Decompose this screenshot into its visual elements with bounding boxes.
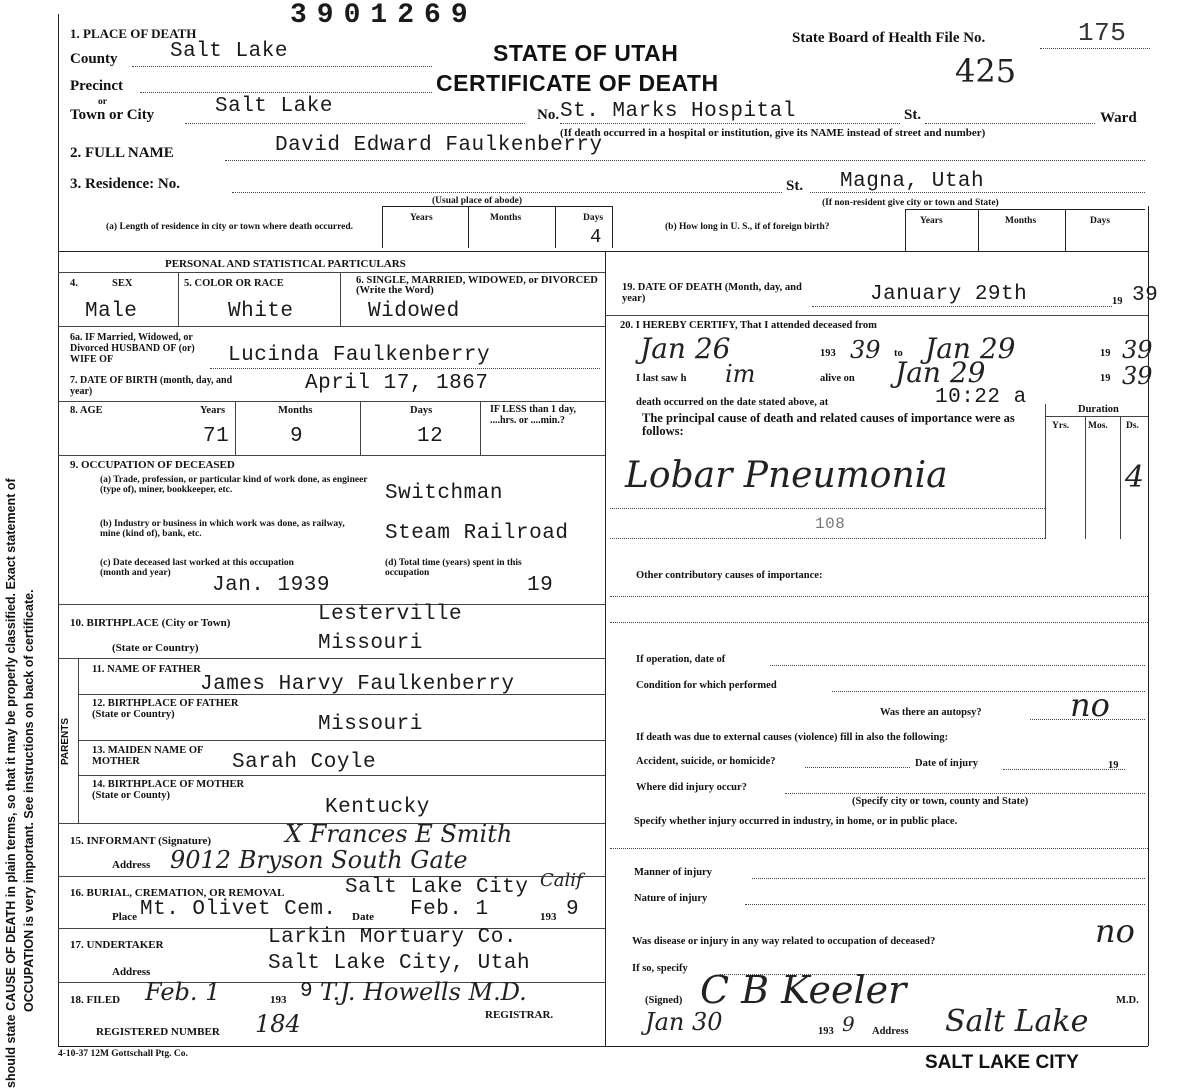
condition-label: Condition for which performed [636,680,777,691]
father-bp-value: Missouri [318,713,423,736]
birthplace-state: Missouri [318,632,423,655]
mother-label: 13. MAIDEN NAME OF MOTHER [92,745,204,767]
mother-bp-label: 14. BIRTHPLACE OF MOTHER (State or County) [92,779,245,801]
signed-date: Jan 30 [645,1008,723,1036]
duration-label: Duration [1078,404,1119,415]
marital-label: 6. SINGLE, MARRIED, WIDOWED, or DIVORCED (Write the Word) [356,275,598,296]
row-dob-bottom [58,401,605,402]
father-value: James Harvy Faulkenberry [200,673,515,696]
grid-top [58,251,1148,252]
right-border [1148,206,1149,1046]
occ-d-value: 19 [527,574,554,597]
father-label: 11. NAME OF FATHER [92,664,201,675]
filed-label: 18. FILED [70,994,121,1006]
duration-line [1045,416,1148,417]
external-label: If death was due to external causes (violence) fill in also the following: [636,732,949,743]
center-divider [605,251,606,1046]
residence-box-top [382,206,612,207]
row-age-bottom [58,455,605,456]
us-col-3 [1065,209,1066,251]
date-death-value: January 29th [870,283,1028,306]
sex-col [178,272,179,326]
filed-year-prefix: 193 [270,994,287,1006]
town-label: Town or City [70,107,155,123]
injury-date-line [1003,769,1125,770]
dob-label: 7. DATE OF BIRTH (month, day, and year) [70,375,233,397]
file-no-hand: 425 [955,52,1017,90]
spouse-line [210,368,600,369]
reg-no-label: REGISTERED NUMBER [96,1026,220,1038]
signed-label: (Signed) [645,995,683,1006]
sex-label: SEX [112,278,133,289]
or-label: or [98,97,107,107]
cause-code: 108 [815,515,846,533]
spouse-label: 6a. IF Married, Widowed, or Divorced HUSBAND OF (or) WIFE OF [70,332,195,365]
row-bp-bottom [58,658,605,659]
last-saw-value: im [725,360,756,388]
st-label: St. [904,107,922,123]
informant-address2: Calif [540,870,583,891]
residence-line [232,192,782,193]
file-no-stamp: 175 [1078,18,1127,48]
burial-date-label: Date [352,911,374,923]
occ-b-value: Steam Railroad [385,522,569,545]
mother-bottom [78,775,605,776]
dob-value: April 17, 1867 [305,372,489,395]
burial-year: 9 [566,898,580,921]
sex-value: Male [85,300,138,323]
alive-year-prefix: 19 [1100,373,1111,384]
abode-note: (Usual place of abode) [432,196,522,206]
row-sex-bottom [58,326,605,327]
color-col [340,272,341,326]
age-days-value: 12 [417,425,444,448]
accident-line [805,767,910,768]
footer-city: SALT LAKE CITY [925,1052,1079,1073]
hospital-note: (If death occurred in a hospital or institution, give its NAME instead of street and number) [560,127,986,139]
date-death-bottom [605,315,1148,316]
age-years-label: Years [200,405,226,416]
age-months-value: 9 [290,425,304,448]
occupation-related-value: no [1095,912,1135,950]
burial-year-prefix: 193 [540,911,557,923]
autopsy-line [1030,719,1145,720]
file-no-line [1040,48,1150,49]
attend-to: Jan 29 [925,332,1016,365]
color-value: White [228,300,294,323]
precinct-label: Precinct [70,78,124,94]
filed-date: Feb. 1 [145,978,221,1006]
nonresident-note: (If non-resident give city or town and State) [822,198,999,208]
duration-mos: Mos. [1088,421,1108,431]
full-name-value: David Edward Faulkenberry [275,134,603,157]
birthplace-city: Lesterville [318,603,463,626]
specify-industry-label: Specify whether injury occurred in industry, in home, or in public place. [634,816,958,827]
res-col-3 [555,206,556,248]
certify-label: 20. I HEREBY CERTIFY, That I attended deceased from [620,320,877,331]
burial-value: Salt Lake City [345,876,529,899]
res-years-label: Years [410,213,433,223]
manner-line [752,878,1145,879]
attend-from-year: 39 [850,336,881,364]
occ-a-value: Switchman [385,482,503,505]
md-label: M.D. [1116,995,1139,1006]
date-death-year-prefix: 19 [1112,296,1123,307]
sex-no: 4. [70,278,78,289]
town-value: Salt Lake [215,95,333,118]
attend-to-year-prefix: 19 [1100,348,1111,359]
duration-col-1 [1045,404,1046,539]
county-label: County [70,51,118,67]
duration-col-2 [1085,416,1086,539]
us-months-label: Months [1005,216,1037,226]
alive-year: 39 [1122,362,1153,390]
operation-line [770,665,1145,666]
age-col-1 [235,401,236,455]
registrar-signature: T.J. Howells M.D. [320,978,527,1006]
occ-c-value: Jan. 1939 [212,574,330,597]
parents-side-label: PARENTS [60,717,71,765]
burial-date: Feb. 1 [410,898,489,921]
residence-label: 3. Residence: No. [70,176,180,192]
duration-ds: Ds. [1126,421,1139,431]
spouse-value: Lucinda Faulkenberry [228,344,491,367]
ward-label: Ward [1100,110,1137,126]
place-of-death-heading: 1. PLACE OF DEATH [70,26,197,41]
full-name-line [225,160,1145,161]
residence-us-top [905,209,1145,210]
hospital-line [560,123,900,124]
residence-value-line [810,192,1145,193]
age-days-label: Days [410,405,433,416]
undertaker-name: Larkin Mortuary Co. [268,926,517,949]
if-so-label: If so, specify [632,963,688,974]
no-label: No. [537,107,560,123]
age-years-value: 71 [203,425,230,448]
signed-year-prefix: 193 [818,1026,834,1037]
margin-note-cause: should state CAUSE OF DEATH in plain terms, so that it may be properly classified. Exact statement of [4,478,18,1088]
attend-from-year-prefix: 193 [820,348,836,359]
residence-value: Magna, Utah [840,170,985,193]
death-time-value: 10:22 a [935,386,1027,409]
less-label: IF LESS than 1 day, ....hrs. or ....min.? [490,404,577,426]
operation-label: If operation, date of [636,654,726,665]
cause-duration: 4 [1125,460,1145,495]
informant-address-label: Address [112,859,151,871]
cause-value: Lobar Pneumonia [625,455,948,496]
color-label: 5. COLOR OR RACE [184,278,284,289]
autopsy-value: no [1070,686,1110,724]
burial-place: Mt. Olivet Cem. [140,898,337,921]
to-label: to [894,348,903,359]
undertaker-address-label: Address [112,966,151,978]
informant-signature: X Frances E Smith [285,820,513,848]
res-months-label: Months [490,213,522,223]
state-title: STATE OF UTAH [493,40,679,66]
full-name-label: 2. FULL NAME [70,145,174,161]
specify-city-label: (Specify city or town, county and State) [852,796,1029,807]
father-bp-label: 12. BIRTHPLACE OF FATHER (State or Country) [92,698,239,720]
physician-signature: C B Keeler [700,968,907,1012]
date-death-year: 39 [1132,284,1159,307]
burial-label: 16. BURIAL, CREMATION, OR REMOVAL [70,887,285,899]
nature-label: Nature of injury [634,893,708,904]
res-days-value: 4 [590,226,602,248]
last-saw-label: I last saw h [636,373,687,384]
attend-to-year: 39 [1122,336,1153,364]
printer-note: 4-10-37 12M Gottschall Ptg. Co. [58,1049,188,1059]
injury-year-prefix: 19 [1108,760,1119,771]
personal-heading-line [58,272,605,273]
occ-b-label: (b) Industry or business in which work was done, as railway, mine (kind of), bank, etc. [100,519,345,539]
st-line [925,123,1095,124]
duration-col-3 [1120,416,1121,539]
mother-value: Sarah Coyle [232,751,377,774]
margin-note-occupation: OCCUPATION is very important. See instructions on back of certificate. [22,589,36,1012]
certificate-title: CERTIFICATE OF DEATH [436,70,719,96]
county-line [132,66,432,67]
contrib-line-2 [610,622,1148,623]
duration-yrs: Yrs. [1052,421,1070,431]
physician-address: Salt Lake [945,1004,1089,1039]
file-no-label: State Board of Health File No. [792,30,986,46]
us-years-label: Years [920,216,943,226]
contrib-line-1 [610,596,1148,597]
us-col-1 [905,209,906,251]
attend-from: Jan 26 [640,332,731,365]
cause-label: The principal cause of death and related causes of importance were as follows: [642,411,1015,438]
injury-date-label: Date of injury [915,758,978,769]
date-death-line [812,306,1112,307]
cause-line-1 [610,508,1045,509]
undertaker-address: Salt Lake City, Utah [268,952,531,975]
us-label: (b) How long in U. S., if of foreign birth? [665,222,830,232]
burial-place-label: Place [112,911,138,923]
injury-where-label: Where did injury occur? [636,782,747,793]
physician-address-label: Address [872,1026,909,1037]
form-bottom [58,1046,1148,1047]
alive-on: Jan 29 [895,356,986,389]
residence-st-label: St. [786,178,804,194]
informant-address: 9012 Bryson South Gate [170,846,468,874]
registrar-label: REGISTRAR. [485,1009,554,1021]
undertaker-label: 17. UNDERTAKER [70,939,164,951]
death-time-label: death occurred on the date stated above, at [636,397,829,408]
age-col-2 [360,401,361,455]
age-label: 8. AGE [70,405,103,416]
father-bp-bottom [78,740,605,741]
contrib-label: Other contributory causes of importance: [636,570,823,581]
hospital-value: St. Marks Hospital [560,100,796,123]
county-value: Salt Lake [170,40,288,63]
cause-line-2 [610,538,1045,539]
injury-where-line [785,793,1145,794]
informant-label: 15. INFORMANT (Signature) [70,835,212,847]
us-col-2 [978,209,979,251]
occ-c-label: (c) Date deceased last worked at this occupation (month and year) [100,558,294,578]
marital-value: Widowed [368,300,460,323]
signed-year: 9 [842,1012,855,1036]
us-days-label: Days [1090,216,1111,226]
occ-d-label: (d) Total time (years) spent in this occupation [385,558,522,578]
alive-label: alive on [820,373,855,384]
age-months-label: Months [278,405,313,416]
manner-label: Manner of injury [634,867,712,878]
res-col-1 [382,206,383,248]
birthplace-state-label: (State or Country) [112,642,199,654]
nature-line [745,904,1145,905]
length-label: (a) Length of residence in city or town where death occurred. [106,222,354,232]
autopsy-label: Was there an autopsy? [880,707,982,718]
res-days-label: Days [583,213,604,223]
res-col-4 [612,206,613,248]
filed-year: 9 [300,980,314,1003]
accident-label: Accident, suicide, or homicide? [636,756,776,767]
occupation-heading: 9. OCCUPATION OF DECEASED [70,459,235,471]
father-bottom [78,694,605,695]
mother-bp-value: Kentucky [325,796,430,819]
birthplace-label: 10. BIRTHPLACE (City or Town) [70,617,231,629]
occupation-related-label: Was disease or injury in any way related to occupation of deceased? [632,936,936,947]
age-col-3 [480,401,481,455]
personal-heading: PERSONAL AND STATISTICAL PARTICULARS [165,258,406,270]
town-line [185,123,525,124]
occ-a-label: (a) Trade, profession, or particular kind of work done, as engineer (type of), miner, bookkeeper, etc. [100,475,368,495]
certificate-number: 3901269 [290,0,478,31]
left-border [58,14,59,1046]
reg-no-value: 184 [255,1010,301,1038]
date-death-label: 19. DATE OF DEATH (Month, day, and year) [622,282,802,304]
precinct-line [140,92,432,93]
industry-line [610,848,1148,849]
res-col-2 [468,206,469,248]
